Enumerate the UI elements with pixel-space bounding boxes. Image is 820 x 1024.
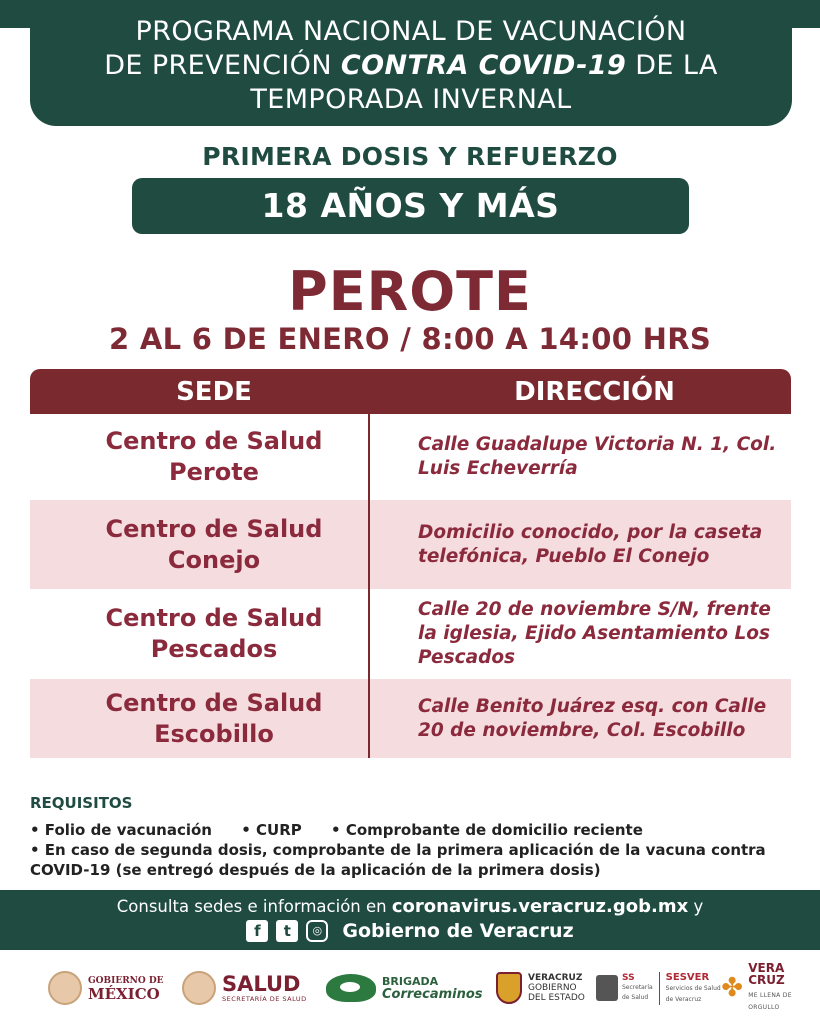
table-row (30, 414, 791, 500)
veracruz-gobierno-logo (496, 962, 585, 1014)
consult-line (0, 896, 820, 917)
logo-strip (0, 962, 820, 1018)
requirement-item: • Comprobante de domicilio reciente (331, 821, 643, 839)
banner-line-2-post: DE LA (626, 50, 718, 81)
venue-name-line-2: Pescados (150, 635, 278, 663)
gobierno-handle: Gobierno de Veracruz (342, 920, 574, 942)
banner-line-2-pre: DE PREVENCIÓN (104, 50, 341, 81)
veracruz-shield-icon (496, 972, 522, 1004)
logo-subtext: SECRETARÍA DE SALUD (222, 995, 307, 1003)
facebook-icon[interactable]: f (246, 920, 268, 942)
website-link[interactable]: coronavirus.veracruz.gob.mx (391, 896, 689, 917)
venue-name-line-2: Conejo (167, 545, 261, 574)
mexico-seal-icon (48, 971, 82, 1005)
banner-line-3: TEMPORADA INVERNAL (250, 84, 572, 115)
date-schedule: 2 AL 6 DE ENERO / 8:00 A 14:00 HRS (108, 322, 712, 356)
logo-text: BRIGADA (382, 975, 439, 988)
dose-title: PRIMERA DOSIS Y REFUERZO (202, 142, 618, 171)
logo-text: Correcaminos (382, 987, 483, 1002)
consult-text-post: y (688, 897, 704, 916)
logo-subtext: de Salud (622, 994, 649, 1001)
banner-line-1: PROGRAMA NACIONAL DE VACUNACIÓN (135, 16, 687, 47)
venue-address: Domicilio conocido, por la caseta telefónica, Pueblo El Conejo (418, 521, 763, 567)
logo-text: VERA (748, 961, 785, 975)
venue-address: Calle Benito Juárez esq. con Calle 20 de noviembre, Col. Escobillo (418, 695, 767, 741)
consult-text: Consulta sedes e información en (116, 897, 392, 916)
logo-text: VERACRUZ (528, 973, 583, 983)
salud-logo (182, 962, 307, 1014)
requirements-title: REQUISITOS (30, 794, 133, 812)
header-direccion: DIRECCIÓN (514, 377, 675, 407)
venue-name-line-1: Centro de Salud (105, 604, 323, 632)
table-row (30, 589, 791, 679)
venue-name (30, 679, 398, 758)
venue-name-line-1: Centro de Salud (105, 688, 323, 717)
logo-subtext: de Veracruz (665, 995, 702, 1003)
requirement-item: • CURP (241, 821, 302, 839)
logo-text: CRUZ (748, 973, 785, 987)
logo-text: GOBIERNO DE (88, 976, 164, 986)
venue-address: Calle 20 de noviembre S/N, frente la iglesia, Ejido Asentamiento Los Pescados (418, 599, 771, 668)
column-divider (368, 414, 370, 758)
roadrunner-icon (326, 974, 376, 1002)
table-header (30, 369, 791, 414)
requirements-items (30, 820, 800, 840)
social-links (0, 920, 820, 942)
banner-line-2 (30, 49, 792, 83)
logo-text: SS (622, 973, 635, 983)
logo-subtext: Secretaría (622, 984, 653, 991)
program-banner (30, 0, 792, 126)
venue-name-line-2: Escobillo (154, 719, 274, 748)
logo-text: DEL ESTADO (528, 993, 585, 1003)
venue-name-line-2: Perote (169, 458, 259, 486)
header-sede: SEDE (176, 377, 252, 407)
veracruz-orgullo-logo (720, 962, 820, 1014)
banner-line-2-emphasis: CONTRA COVID-19 (340, 50, 627, 81)
twitter-icon[interactable]: t (276, 920, 298, 942)
logo-text: MÉXICO (88, 985, 160, 1003)
ss-emblem-icon (596, 975, 618, 1001)
venue-name-line-1: Centro de Salud (105, 427, 323, 455)
table-row (30, 679, 791, 758)
venue-name (30, 500, 398, 589)
venues-table (30, 369, 791, 758)
venue-name (30, 589, 398, 679)
logo-subtext: Servicios de Salud (665, 984, 721, 992)
logo-text: SALUD (222, 972, 301, 996)
requirement-note: • En caso de segunda dosis, comprobante de la primera aplicación de la vacuna contra COVID-19 (se entregó después de la aplicación de la primera dosis) (30, 841, 766, 879)
requirements-list (30, 820, 800, 880)
logo-text: SESVER (665, 971, 710, 983)
salud-seal-icon (182, 971, 216, 1005)
venue-name (30, 414, 398, 500)
table-row (30, 500, 791, 589)
logo-subtext: ME LLENA DE ORGULLO (748, 992, 792, 1011)
venue-name-line-1: Centro de Salud (105, 514, 323, 543)
ss-sesver-logo (596, 962, 721, 1014)
city-title: PEROTE (288, 260, 532, 323)
instagram-icon[interactable]: ◎ (306, 920, 328, 942)
age-badge: 18 AÑOS Y MÁS (132, 178, 689, 234)
gobierno-mexico-logo (48, 962, 164, 1014)
requirement-item: • Folio de vacunación (30, 821, 212, 839)
brigada-correcaminos-logo (326, 962, 483, 1014)
venue-address: Calle Guadalupe Victoria N. 1, Col. Luis Echeverría (418, 434, 777, 479)
footer-bar (0, 890, 820, 950)
logo-text: GOBIERNO (528, 983, 577, 993)
veracruz-cross-icon: ✤ (721, 973, 744, 1003)
